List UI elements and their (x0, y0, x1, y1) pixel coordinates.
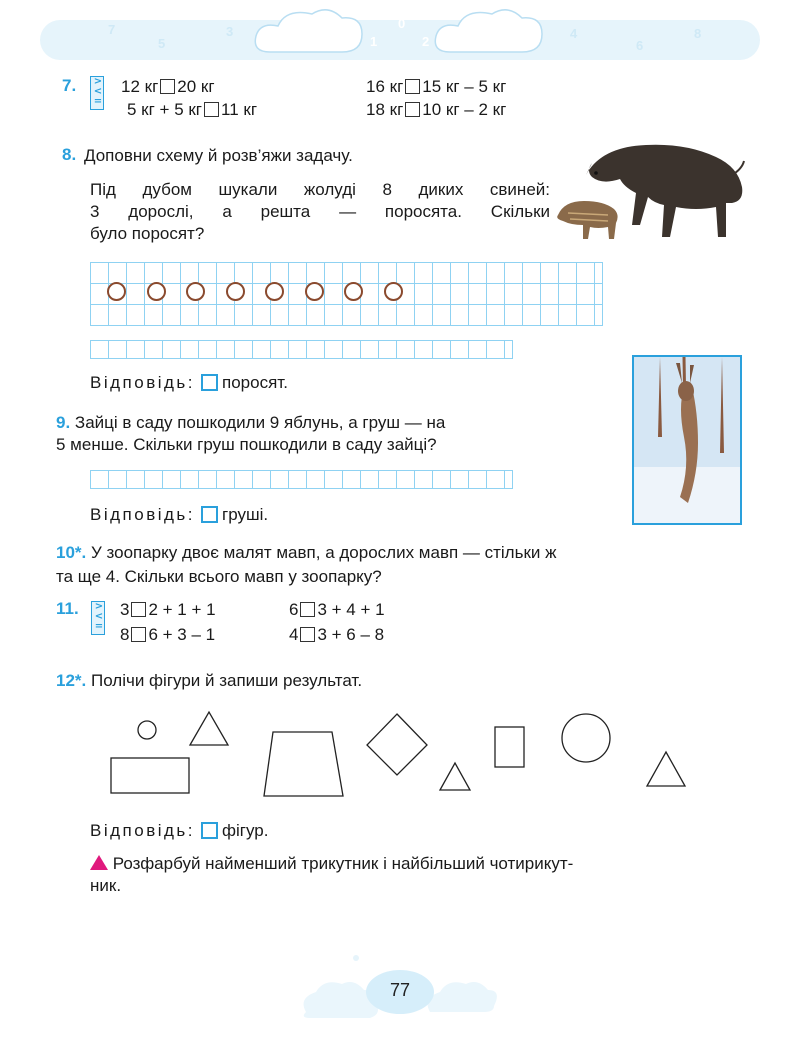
problem-text: Під дубом шукали жолуді 8 диких свиней: 3 дорослі, а решта — поросята. Скільки було поросят? (90, 180, 550, 243)
header-clouds (0, 0, 800, 70)
answer-line (90, 820, 268, 842)
comparison-row: 18 кг 10 кг – 2 кг (366, 100, 507, 119)
trapezoid-shape (264, 732, 343, 796)
answer-unit: фігур. (222, 821, 269, 840)
answer-box[interactable] (201, 374, 218, 391)
answer-unit: поросят. (222, 373, 288, 392)
header-digit: 7 (108, 22, 116, 37)
scheme-circle (107, 282, 126, 301)
task-instruction: Доповни схему й розв’яжи задачу. (84, 146, 353, 165)
square-shape (495, 727, 524, 767)
answer-box[interactable] (160, 79, 175, 94)
coloring-instruction: Розфарбуй найменший трикутник і найбільший чотирикут- ник. (90, 854, 574, 895)
scheme-circle (305, 282, 324, 301)
triangle-shape (190, 712, 228, 745)
task-number: 10*. (56, 543, 87, 562)
problem-text: 9. Зайці в саду пошкодили 9 яблунь, а груш — на 5 менше. Скільки груш пошкодили в саду зайці? (56, 413, 446, 454)
triangle-shape (647, 752, 685, 786)
wild-boar-image (556, 135, 746, 250)
comparison-signs-icon: > < = (90, 76, 104, 110)
hare-image (632, 355, 742, 525)
answer-box[interactable] (300, 602, 315, 617)
task-number: 11. (56, 599, 79, 618)
shapes-figure (100, 705, 700, 805)
answer-line (90, 504, 268, 526)
comparison-signs-icon: > < = (91, 601, 105, 635)
comparison-row: 4 3 + 6 – 8 (289, 625, 385, 644)
task-10: 10*. У зоопарку двоє малят мавп, а дорослих мавп — стільки ж та ще 4. Скільки всього мавп у зоопарку? (56, 543, 557, 586)
scheme-circle (186, 282, 205, 301)
scheme-circle (226, 282, 245, 301)
comparison-row: 6 3 + 4 + 1 (289, 600, 385, 619)
answer-box[interactable] (405, 102, 420, 117)
page-number: 77 (389, 980, 411, 1000)
header-digit: 5 (158, 36, 166, 51)
scheme-circle (384, 282, 403, 301)
answer-box[interactable] (201, 822, 218, 839)
comparison-row: 5 кг + 5 кг 11 кг (127, 100, 258, 119)
solution-grid[interactable] (90, 340, 513, 359)
header-digit: 0 (398, 16, 406, 31)
small-triangle-shape (440, 763, 470, 790)
scheme-circle (344, 282, 363, 301)
answer-box[interactable] (405, 79, 420, 94)
task-number: 7. (62, 76, 77, 95)
comparison-row: 3 2 + 1 + 1 (120, 600, 216, 619)
task-instruction: Полічи фігури й запиши результат. (90, 671, 363, 690)
comparison-row: 8 6 + 3 – 1 (120, 625, 216, 644)
answer-label: Відповідь: (90, 505, 196, 524)
header-digit: 2 (422, 34, 430, 49)
answer-box[interactable] (201, 506, 218, 523)
answer-label: Відповідь: (90, 821, 196, 840)
answer-unit: груші. (222, 505, 269, 524)
header-digit: 4 (570, 26, 578, 41)
header-digit: 3 (226, 24, 234, 39)
header-digit: 1 (370, 34, 378, 49)
answer-label: Відповідь: (90, 373, 196, 392)
answer-box[interactable] (131, 602, 146, 617)
scheme-circle (147, 282, 166, 301)
small-circle-shape (138, 721, 156, 739)
triangle-marker-icon (90, 855, 108, 870)
diamond-shape (367, 714, 427, 775)
answer-box[interactable] (131, 627, 146, 642)
comparison-row: 12 кг 20 кг (121, 77, 215, 96)
scheme-circle (265, 282, 284, 301)
task-number: 8. (62, 145, 77, 164)
answer-box[interactable] (300, 627, 315, 642)
comparison-row: 16 кг 15 кг – 5 кг (366, 77, 507, 96)
task-number: 9. (56, 413, 71, 432)
header-digit: 8 (694, 26, 702, 41)
answer-line (90, 372, 288, 394)
task-number: 12*. (56, 671, 87, 690)
header-digit: 6 (636, 38, 644, 53)
large-circle-shape (562, 714, 610, 762)
rectangle-shape (111, 758, 189, 793)
solution-grid[interactable] (90, 470, 513, 489)
answer-box[interactable] (204, 102, 219, 117)
footer-clouds (300, 950, 500, 1030)
